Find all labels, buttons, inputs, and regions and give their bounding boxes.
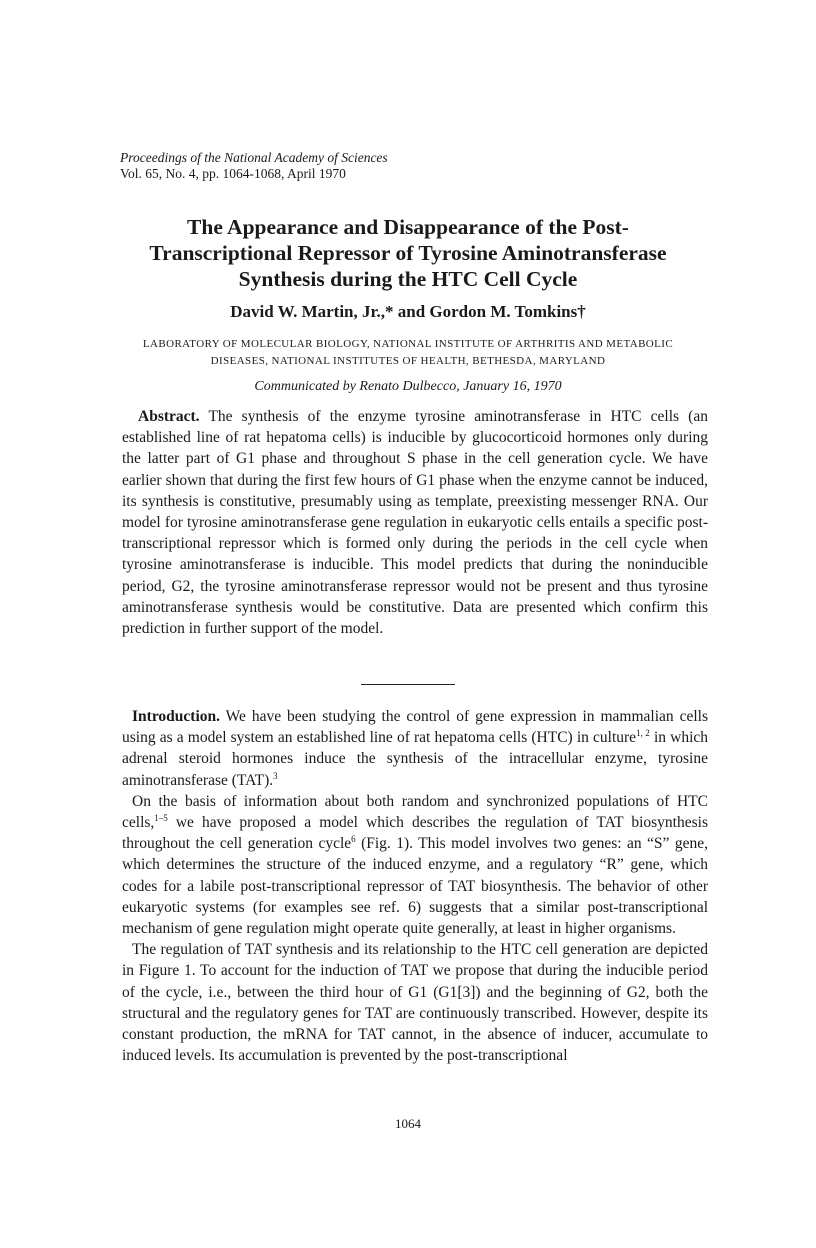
citation-ref: 6 (351, 834, 356, 845)
intro-text: We have been studying the control of gene expression in mammalian cells using as a model system an established line of rat hepatoma cells (HTC) in culture (122, 708, 708, 747)
intro-paragraph-1 (122, 706, 708, 791)
intro-text: we have proposed a model which describes the regulation of TAT biosynthesis throughout the cell generation cycle (122, 814, 708, 853)
introduction-section (122, 706, 708, 1066)
citation-ref: 1, 2 (636, 728, 650, 739)
affiliation-line: DISEASES, NATIONAL INSTITUTES OF HEALTH, BETHESDA, MARYLAND (210, 355, 606, 367)
section-divider (361, 684, 455, 685)
journal-name: Proceedings of the National Academy of Sciences (120, 150, 388, 165)
abstract (122, 406, 708, 639)
intro-text: The regulation of TAT synthesis and its relationship to the HTC cell generation are depicted in Figure 1. To account for the induction of TAT we propose that during the inducible period of the cycle, i.e., between the third hour of G1 (G1[3]) and the beginning of G2, both the structural and the regulatory genes for TAT are continuously transcribed. However, despite its constant production, the mRNA for TAT cannot, in the absence of inducer, accumulate to induced levels. Its accumulation is prevented by the post-transcriptional (122, 941, 708, 1065)
introduction-label: Introduction. (132, 708, 220, 725)
intro-paragraph-3 (122, 939, 708, 1066)
journal-header (120, 150, 388, 182)
intro-paragraph-2 (122, 791, 708, 939)
title-line: Transcriptional Repressor of Tyrosine Aminotransferase (149, 241, 667, 265)
intro-text: On the basis of information about both random and synchronized populations of HTC cells, (122, 792, 708, 832)
title-line: The Appearance and Disappearance of the Post- (187, 215, 629, 239)
affiliation-line: LABORATORY OF MOLECULAR BIOLOGY, NATIONAL INSTITUTE OF ARTHRITIS AND METABOLIC (142, 338, 674, 350)
citation-ref: 3 (273, 770, 278, 781)
article-title (110, 214, 706, 292)
abstract-label: Abstract. (138, 408, 200, 425)
intro-text: (Fig. 1). This model involves two genes: an “S” gene, which determines the structure of the induced enzyme, and a regulatory “R” gene, which codes for a labile post-transcriptional repressor of TAT biosynthesis. The behavior of other eukaryotic systems (for examples see ref. 6) suggests that a similar post-transcriptional mechanism of gene regulation might operate quite generally, at least in higher organisms. (122, 835, 708, 938)
journal-volume-line: Vol. 65, No. 4, pp. 1064-1068, April 1970 (120, 166, 346, 181)
affiliation (110, 336, 706, 370)
abstract-text: The synthesis of the enzyme tyrosine aminotransferase in HTC cells (an established line of rat hepatoma cells) is inducible by glucocorticoid hormones only during the latter part of G1 phase and throughout S phase in the cell generation cycle. We have earlier shown that during the first few hours of G1 phase when the enzyme cannot be induced, its synthesis is constitutive, presumably using as template, preexisting messenger RNA. Our model for tyrosine aminotransferase gene regulation in eukaryotic cells entails a specific post-transcriptional repressor which is formed only during the periods in the cell cycle when tyrosine aminotransferase is inducible. This model predicts that during the noninducible period, G2, the tyrosine aminotransferase repressor would not be present and thus tyrosine aminotransferase synthesis would be constitutive. Data are presented which confirm this prediction in further support of the model. (122, 408, 708, 638)
citation-ref: 1–5 (154, 812, 168, 823)
authors: David W. Martin, Jr.,* and Gordon M. Tomkins† (230, 302, 586, 321)
communicated-by: Communicated by Renato Dulbecco, January 16, 1970 (254, 379, 562, 394)
intro-text: in which adrenal steroid hormones induce the synthesis of the intracellular enzyme, tyrosine aminotransferase (TAT). (122, 729, 709, 789)
title-line: Synthesis during the HTC Cell Cycle (238, 267, 578, 291)
page-number: 1064 (395, 1116, 421, 1131)
